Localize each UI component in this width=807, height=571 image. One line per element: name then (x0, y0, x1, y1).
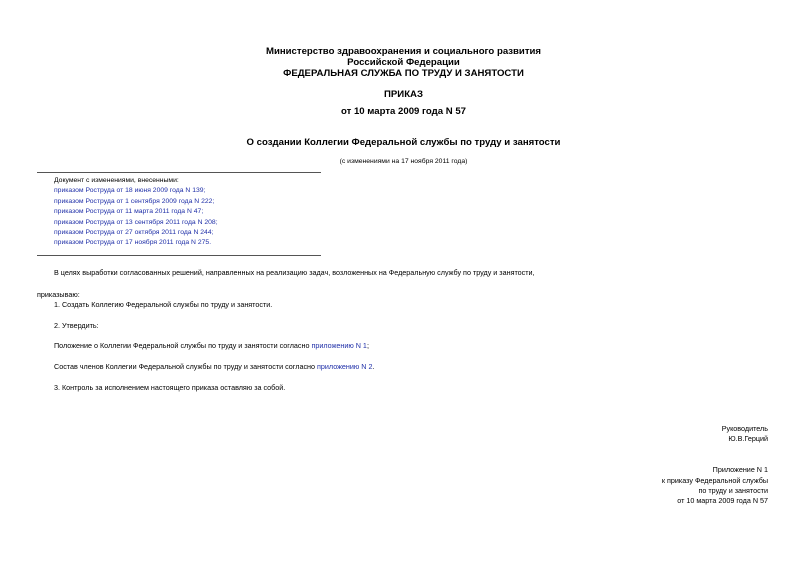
divider-top (37, 172, 321, 173)
appendix-line-2: к приказу Федеральной службы (661, 476, 768, 485)
appendix-2-link[interactable]: приложению N 2 (317, 362, 373, 371)
appendix-line-4: от 10 марта 2009 года N 57 (677, 496, 768, 505)
item-2b-end: . (372, 362, 375, 371)
revision-note: (с изменениями на 17 ноября 2011 года) (339, 158, 468, 165)
order-item-2a (54, 341, 369, 351)
amendment-link[interactable]: приказом Роструда от 27 октября 2011 года N 244; (54, 229, 214, 236)
divider-bottom (37, 255, 321, 256)
amendment-link[interactable]: приказом Роструда от 18 июня 2009 года N 139; (54, 187, 206, 194)
item-2b-text: Состав членов Коллегии Федеральной службы по труду и занятости согласно (54, 362, 318, 371)
amendment-link[interactable]: приказом Роструда от 13 сентября 2011 года N 208; (54, 219, 218, 226)
appendix-line-3: по труду и занятости (698, 486, 768, 495)
signature-position: Руководитель (721, 424, 768, 433)
item-2a-end: ; (366, 341, 369, 350)
order-item-1: 1. Создать Коллегию Федеральной службы по труду и занятости. (54, 300, 273, 309)
amendment-link[interactable]: приказом Роструда от 1 сентября 2009 года N 222; (54, 198, 215, 205)
doc-title: О создании Коллегии Федеральной службы по труду и занятости (246, 137, 561, 148)
item-2a-text: Положение о Коллегии Федеральной службы по труду и занятости согласно (54, 341, 312, 350)
service-name: ФЕДЕРАЛЬНАЯ СЛУЖБА ПО ТРУДУ И ЗАНЯТОСТИ (283, 68, 524, 79)
signature-name: Ю.В.Герций (728, 434, 768, 443)
order-item-2: 2. Утвердить: (54, 321, 99, 330)
amendment-link[interactable]: приказом Роструда от 17 ноября 2011 года N 275. (54, 239, 212, 246)
order-word: приказываю: (37, 290, 80, 299)
order-item-3: 3. Контроль за исполнением настоящего приказа оставляю за собой. (54, 383, 286, 392)
amendments-intro: Документ с изменениями, внесенными: (54, 177, 179, 184)
order-item-2b (54, 362, 374, 372)
ministry-line-2: Российской Федерации (347, 57, 460, 68)
amendment-link[interactable]: приказом Роструда от 11 марта 2011 года N 47; (54, 208, 204, 215)
doc-type: ПРИКАЗ (384, 89, 423, 100)
appendix-line-1: Приложение N 1 (712, 465, 768, 474)
doc-date: от 10 марта 2009 года N 57 (340, 106, 467, 117)
preamble: В целях выработки согласованных решений, направленных на реализацию задач, возложенных на Федеральную службу по труду и занятости, (54, 268, 535, 277)
ministry-line-1: Министерство здравоохранения и социального развития (265, 46, 542, 57)
appendix-1-link[interactable]: приложению N 1 (311, 341, 367, 350)
